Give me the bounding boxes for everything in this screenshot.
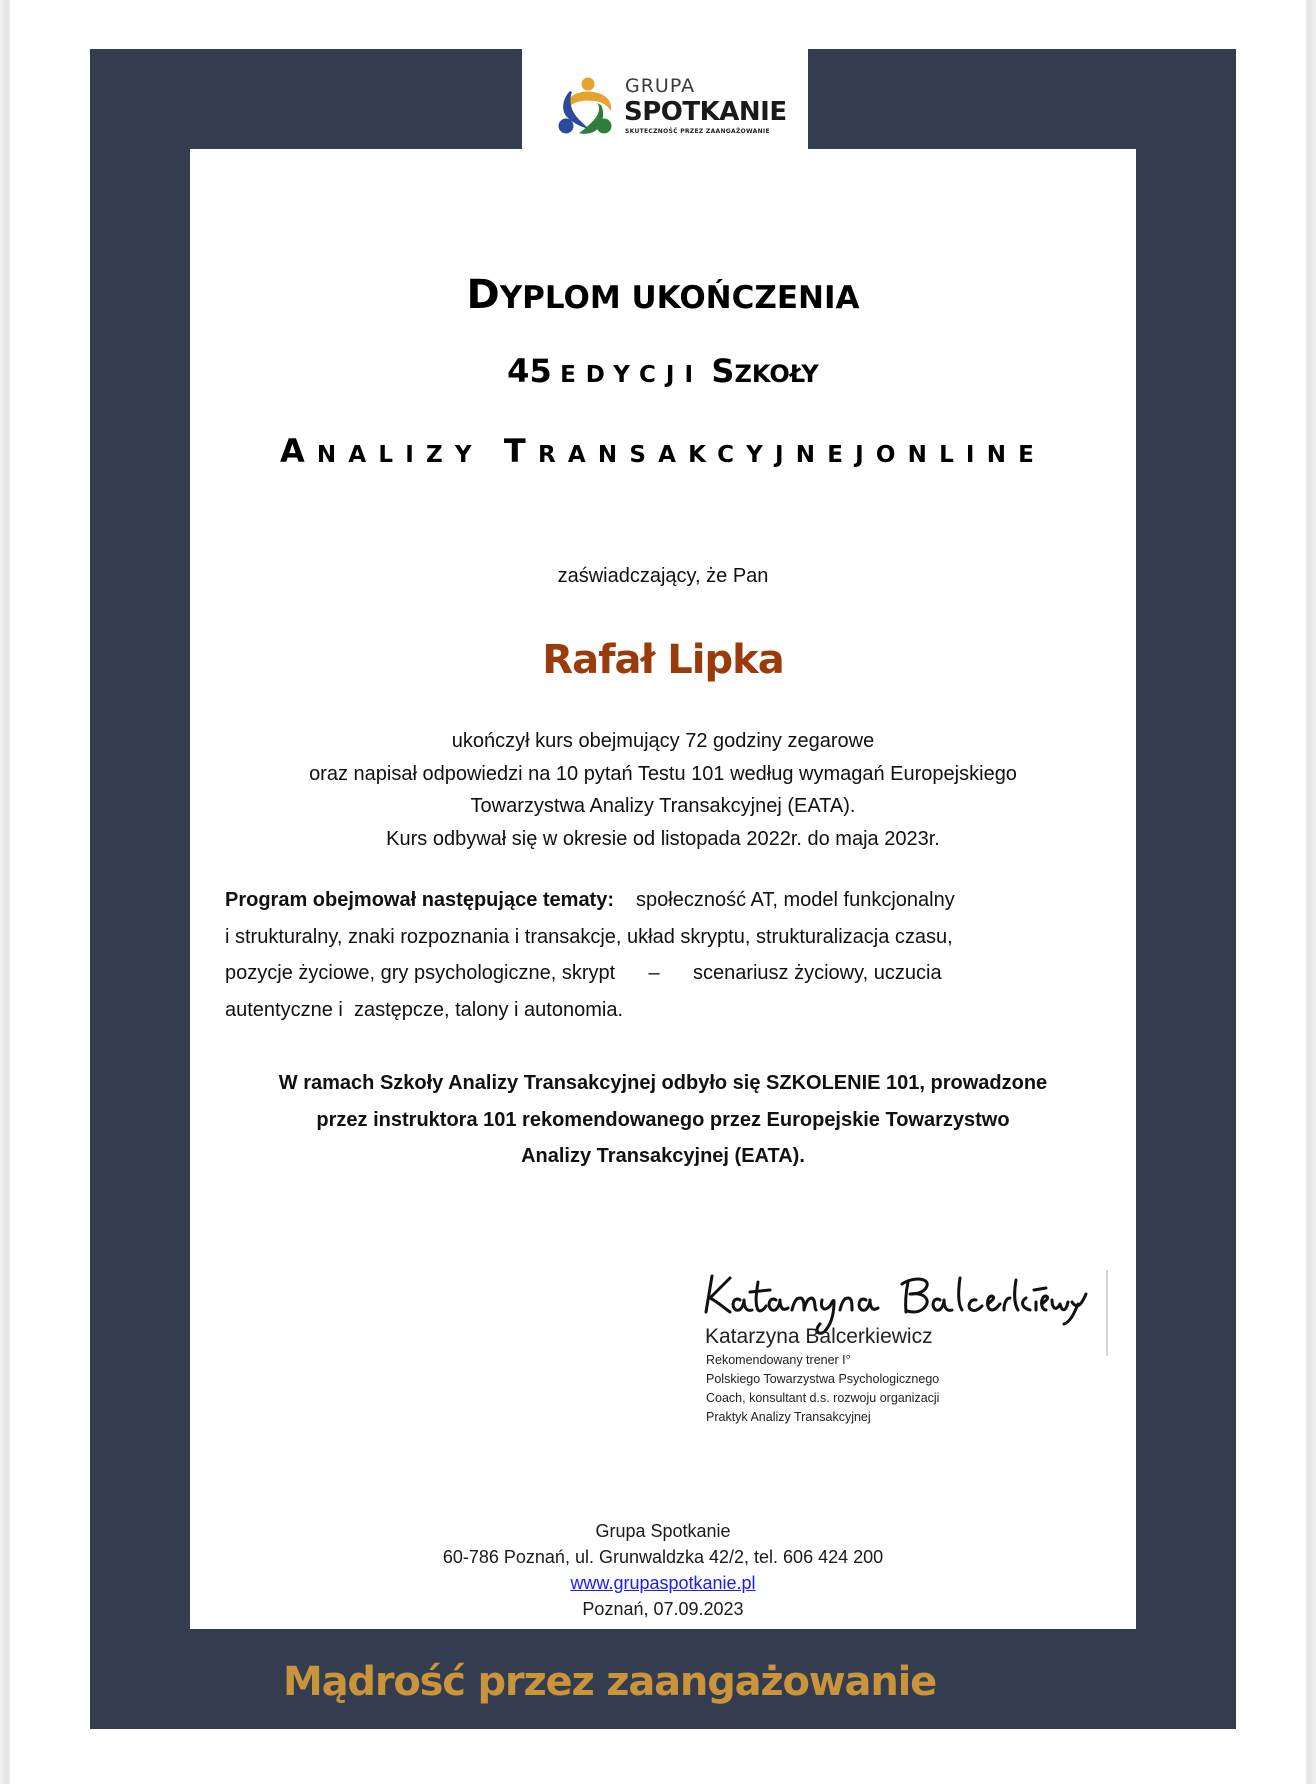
school-name-title [190, 432, 1136, 470]
credential-line: Coach, konsultant d.s. rozwoju organizacji [706, 1391, 940, 1405]
motto: Mądrość przez zaangażowanie [283, 1659, 937, 1705]
signature-divider [1106, 1270, 1108, 1356]
course-line: ukończył kurs obejmujący 72 godziny zegarowe [451, 730, 875, 752]
transakcyjnej-initial: T [503, 432, 538, 470]
course-line: Kurs odbywał się w okresie od listopada 2022r. do maja 2023r. [386, 827, 940, 850]
footer-org: Grupa Spotkanie [595, 1521, 731, 1541]
footer-place-date: Poznań, 07.09.2023 [582, 1599, 744, 1619]
analizy-initial: A [279, 432, 317, 470]
course-line: Towarzystwa Analizy Transakcyjnej (EATA). [470, 795, 856, 817]
title-initial: D [466, 272, 500, 318]
program-line: i strukturalny, znaki rozpoznania i transakcje, układ skryptu, strukturalizacja czasu, [225, 925, 953, 948]
statement-line: Analizy Transakcyjnej (EATA). [521, 1145, 805, 1168]
credential-line: Praktyk Analizy Transakcyjnej [706, 1410, 871, 1424]
transakcyjnej-rest: RANSAKCYJNEJONLINE [537, 442, 1047, 468]
credential-line: Rekomendowany trener I° [706, 1353, 851, 1367]
program-line: pozycje życiowe, gry psychologiczne, skrypt – scenariusz życiowy, uczucia [225, 962, 942, 985]
edition-title [190, 352, 1136, 390]
program-line [225, 882, 1125, 919]
footer-address: 60-786 Poznań, ul. Grunwaldzka 42/2, tel. 606 424 200 [442, 1547, 884, 1567]
logo [522, 49, 808, 149]
logo-tagline: SKUTECZNOŚĆ PRZEZ ZAANGAŻOWANIE [625, 128, 770, 135]
recipient-name: Rafał Lipka [542, 637, 784, 683]
analizy-rest: NALIZY [316, 442, 484, 468]
diploma-title [190, 272, 1136, 318]
edition-word: EDYCJI [560, 362, 704, 388]
program-line: autentyczne i zastępcze, talony i autonomia. [225, 999, 624, 1022]
signer-name: Katarzyna Balcerkiewicz [705, 1325, 933, 1348]
school-rest: ZKOŁY [734, 360, 819, 388]
title-rest: YPLOM UKOŃCZENIA [499, 280, 860, 316]
issuer-footer [190, 1518, 1136, 1622]
people-circle-logo-icon [557, 77, 615, 137]
page-edge-left [0, 0, 10, 1784]
statement-line: W ramach Szkoły Analizy Transakcyjnej odbyło się SZKOLENIE 101, prowadzone [278, 1072, 1048, 1094]
program-label: Program obejmował następujące tematy: [225, 889, 615, 911]
signer-credentials [706, 1351, 939, 1427]
logo-grupa-text: GRUPA [625, 75, 696, 97]
website-link[interactable]: www.grupaspotkanie.pl [570, 1573, 756, 1593]
training-statement [190, 1065, 1136, 1175]
credential-line: Polskiego Towarzystwa Psychologicznego [706, 1372, 940, 1386]
edition-number: 45 [507, 352, 552, 390]
school-initial: S [711, 352, 735, 390]
program-text: społeczność AT, model funkcjonalny [636, 889, 955, 911]
logo-spotkanie-text: SPOTKANIE [624, 97, 787, 127]
course-description [190, 725, 1136, 855]
course-line: oraz napisał odpowiedzi na 10 pytań Testu 101 według wymagań Europejskiego [309, 762, 1017, 785]
statement-line: przez instruktora 101 rekomendowanego przez Europejskie Towarzystwo [316, 1108, 1010, 1131]
certify-text: zaświadczający, że Pan [557, 565, 769, 587]
program-topics [225, 882, 1125, 1029]
page-edge-right [1306, 0, 1316, 1784]
